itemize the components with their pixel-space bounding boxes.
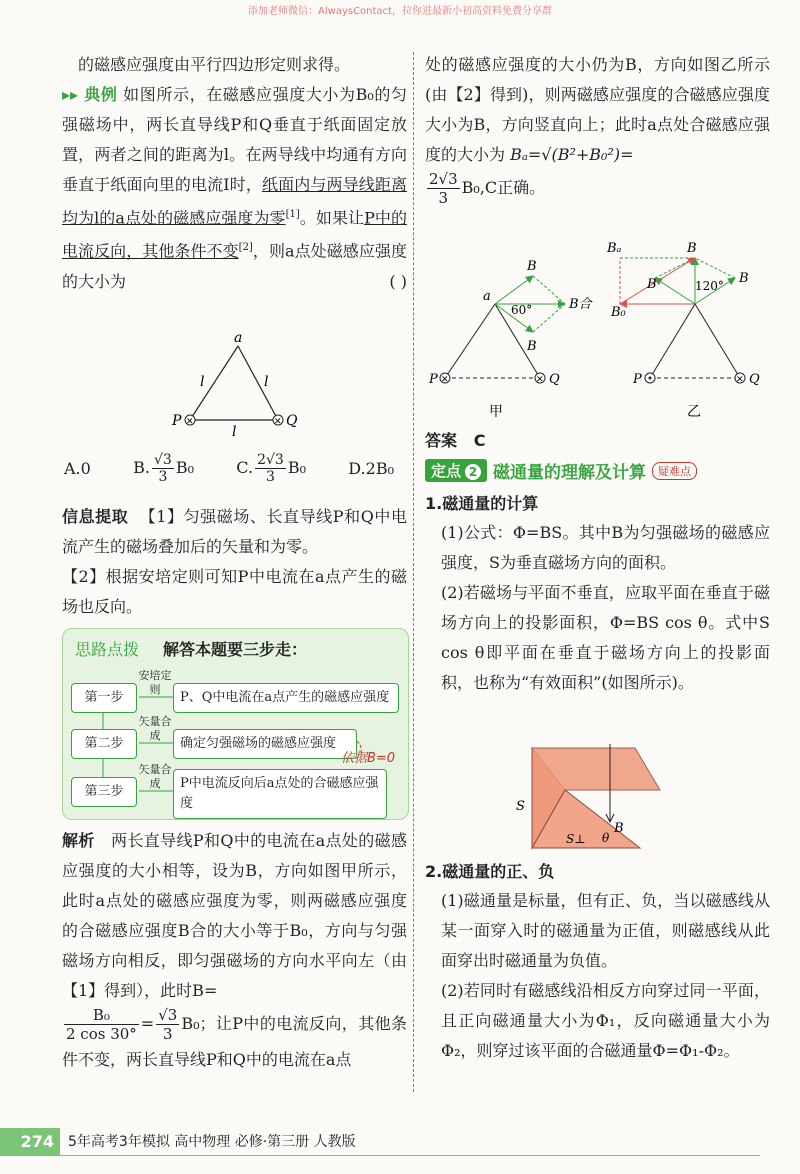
analysis-block: [62, 826, 407, 1077]
triangle-l-bottom: l: [232, 424, 237, 440]
tip-subtitle: 解答本题要三步走：: [163, 640, 308, 659]
example-text-3: ，则a点处磁感应强度的大小为: [62, 241, 407, 291]
svg-text:B: B: [739, 271, 749, 286]
analysis-label: 解析: [62, 831, 95, 850]
watermark: 添加老师微信：AlwaysContact，拉你进最新小初高资料免费分享群: [248, 6, 552, 17]
svg-text:P: P: [633, 372, 642, 387]
figure-jia: [428, 259, 594, 420]
section-2-title: 2.磁通量的正、负: [425, 862, 555, 881]
example-text: 如图所示，在磁感应强度大小为B₀的匀强磁场中，两长直导线P和Q垂直于纸面固定放置，两者之间的距离为l。在两导线中均通有方向垂直于纸面向里的电流I时，: [62, 85, 407, 194]
step-1-arrow-label: 安培定则: [138, 669, 172, 696]
example-paragraph: [62, 80, 407, 297]
column-divider: [413, 52, 414, 1092]
svg-text:Q: Q: [549, 372, 560, 387]
svg-text:✕: ✕: [536, 375, 544, 385]
right-cont-2: $\frac{2√3}{3}$ B₀,C正确。: [429, 170, 546, 207]
choice-c: C. $\frac{2√3}{3}$ B₀: [236, 452, 306, 485]
topic-badge: 定点 2: [425, 459, 487, 482]
triangle-l-left: l: [200, 374, 205, 390]
svg-text:B: B: [614, 821, 624, 836]
example-underlined-1: 纸面内与两导线距离均为l的a点处的磁感应强度为零: [62, 175, 407, 228]
step-1-content: P、Q中电流在a点产生的磁感应强度: [173, 683, 399, 713]
info-2: 【2】根据安培定则可知P中电流在a点产生的磁场也反向。: [62, 567, 407, 616]
step-2-content: 确定匀强磁场的磁感应强度: [173, 729, 357, 759]
section-2-p2: (2)若同时有磁感线沿相反方向穿过同一平面，且正向磁通量大小为Φ₁，反向磁通量大小为Φ₂，则穿过该平面的合磁通量Φ=Φ₁-Φ₂。: [441, 981, 770, 1060]
svg-text:B₀: B₀: [611, 305, 626, 320]
svg-text:θ: θ: [602, 831, 610, 845]
mark-2: [2]: [238, 242, 253, 254]
tip-title: 思路点拨: [75, 640, 140, 659]
section-1-p2: (2)若磁场与平面不垂直，应取平面在垂直于磁场方向上的投影面积，Φ=BS cos θ。式中S cos θ即平面在垂直于磁场方向上的投影面积，也称为“有效面积”(如图所示)。: [441, 583, 770, 692]
figure-jia-caption: 甲: [489, 404, 503, 420]
svg-text:S⊥: S⊥: [566, 832, 586, 846]
mark-1: [1]: [285, 209, 300, 220]
step-3-label: 第三步: [71, 777, 137, 807]
topic-title: 磁通量的理解及计算: [493, 463, 647, 483]
step-1-label: 第一步: [71, 683, 137, 713]
footer-text: 5年高考3年模拟 高中物理 必修·第三册 人教版: [68, 1134, 356, 1150]
info-block: [62, 502, 407, 622]
step-3-arrow-label: 矢量合成: [138, 763, 172, 790]
svg-text:Bₐ: Bₐ: [607, 241, 622, 256]
example-text-2: 。如果让: [299, 208, 365, 228]
topic-header: [425, 458, 697, 483]
svg-text:P: P: [429, 372, 438, 387]
left-column: [62, 50, 407, 297]
right-cont-1: 处的磁感应强度的大小仍为B，方向如图乙所示(由【2】得到)，则两磁感应强度的合磁感应强度大小为B，方向竖直向上；此时a点处合磁感应强度的大小为 Bₐ=√(B²+B₀²)=: [425, 55, 770, 164]
answer-line: 答案 C: [425, 431, 486, 450]
page-number: 274: [0, 1128, 60, 1156]
analysis-formula-line: $\frac{\text{B₀}}{2 \cos 30^\circ}$ = $\frac{√3}{3}$ B₀；让P中的电流反向，其他条件不变，两长直导线P和Q中的电流在a点: [62, 1006, 407, 1069]
svg-text:S: S: [516, 799, 525, 814]
vector-figures: [425, 236, 770, 422]
svg-text:✕: ✕: [736, 375, 744, 385]
svg-text:60°: 60°: [511, 303, 533, 317]
choice-b: B. $\frac{√3}{3}$ B₀: [133, 452, 194, 485]
choice-a: A.0: [64, 459, 91, 478]
svg-text:B: B: [687, 241, 697, 256]
step-2-note: 依据B=0: [341, 751, 396, 766]
info-1: 【1】匀强磁场、长直导线P和Q中电流产生的磁场叠加后的矢量和为零。: [62, 507, 407, 556]
svg-text:120°: 120°: [695, 279, 724, 293]
triangle-figure: [160, 328, 330, 443]
answer-bracket: ( ): [389, 271, 407, 291]
choices-row: [64, 452, 394, 485]
section-1-p1: (1)公式：Φ=BS。其中B为匀强磁场的磁感应强度，S为垂直磁场方向的面积。: [441, 523, 770, 572]
triangle-p: P: [172, 413, 182, 429]
section-2: [425, 858, 770, 1066]
section-2-p1: (1)磁通量是标量，但有正、负，当以磁感线从某一面穿入时的磁通量为正值，则磁感线从此面穿出时磁通量为负值。: [441, 891, 770, 970]
example-underlined-2: P中的电流反向，其他条件不变: [62, 208, 407, 261]
figure-yi-caption: 乙: [687, 404, 701, 420]
triangle-a: a: [234, 330, 243, 346]
intro-line: 的磁感应强度由平行四边形定则求得。: [78, 55, 351, 74]
triangle-l-right: l: [264, 374, 269, 390]
svg-text:a: a: [483, 289, 491, 304]
svg-text:B: B: [527, 339, 537, 354]
projection-figure: [510, 740, 680, 855]
topic-tag: 疑难点: [652, 462, 697, 480]
svg-text:B合: B合: [569, 297, 592, 312]
cross-icon: ✕: [274, 417, 282, 427]
svg-text:✕: ✕: [441, 375, 449, 385]
step-2-arrow-label: 矢量合成: [138, 715, 172, 742]
choice-d: D.2B₀: [348, 459, 394, 478]
info-label: 信息提取: [62, 507, 129, 526]
example-tag: ▸▸ 典例: [62, 85, 118, 104]
analysis-text: 两长直导线P和Q中的电流在a点处的磁感应强度的大小相等，设为B，方向如图甲所示，此时a点处的磁感应强度为零，则两磁感应强度的合磁感应强度B合的大小等于B₀，方向与匀强磁场方向相反，即匀强磁场的方向水平向左（由【1】得到），此时B=: [62, 831, 407, 1000]
svg-text:B: B: [527, 259, 537, 274]
svg-text:B: B: [647, 277, 657, 292]
step-2-label: 第二步: [71, 729, 137, 759]
step-3-content: P中电流反向后a点处的合磁感应强度: [173, 769, 387, 819]
cross-icon: ✕: [186, 417, 194, 427]
figure-yi: [606, 241, 760, 420]
tip-box: [62, 628, 409, 820]
section-1-title: 1.磁通量的计算: [425, 494, 539, 513]
right-column: [425, 50, 770, 207]
footer: [0, 1128, 800, 1156]
triangle-q: Q: [286, 413, 298, 429]
section-1: [425, 490, 770, 698]
svg-text:Q: Q: [749, 372, 760, 387]
